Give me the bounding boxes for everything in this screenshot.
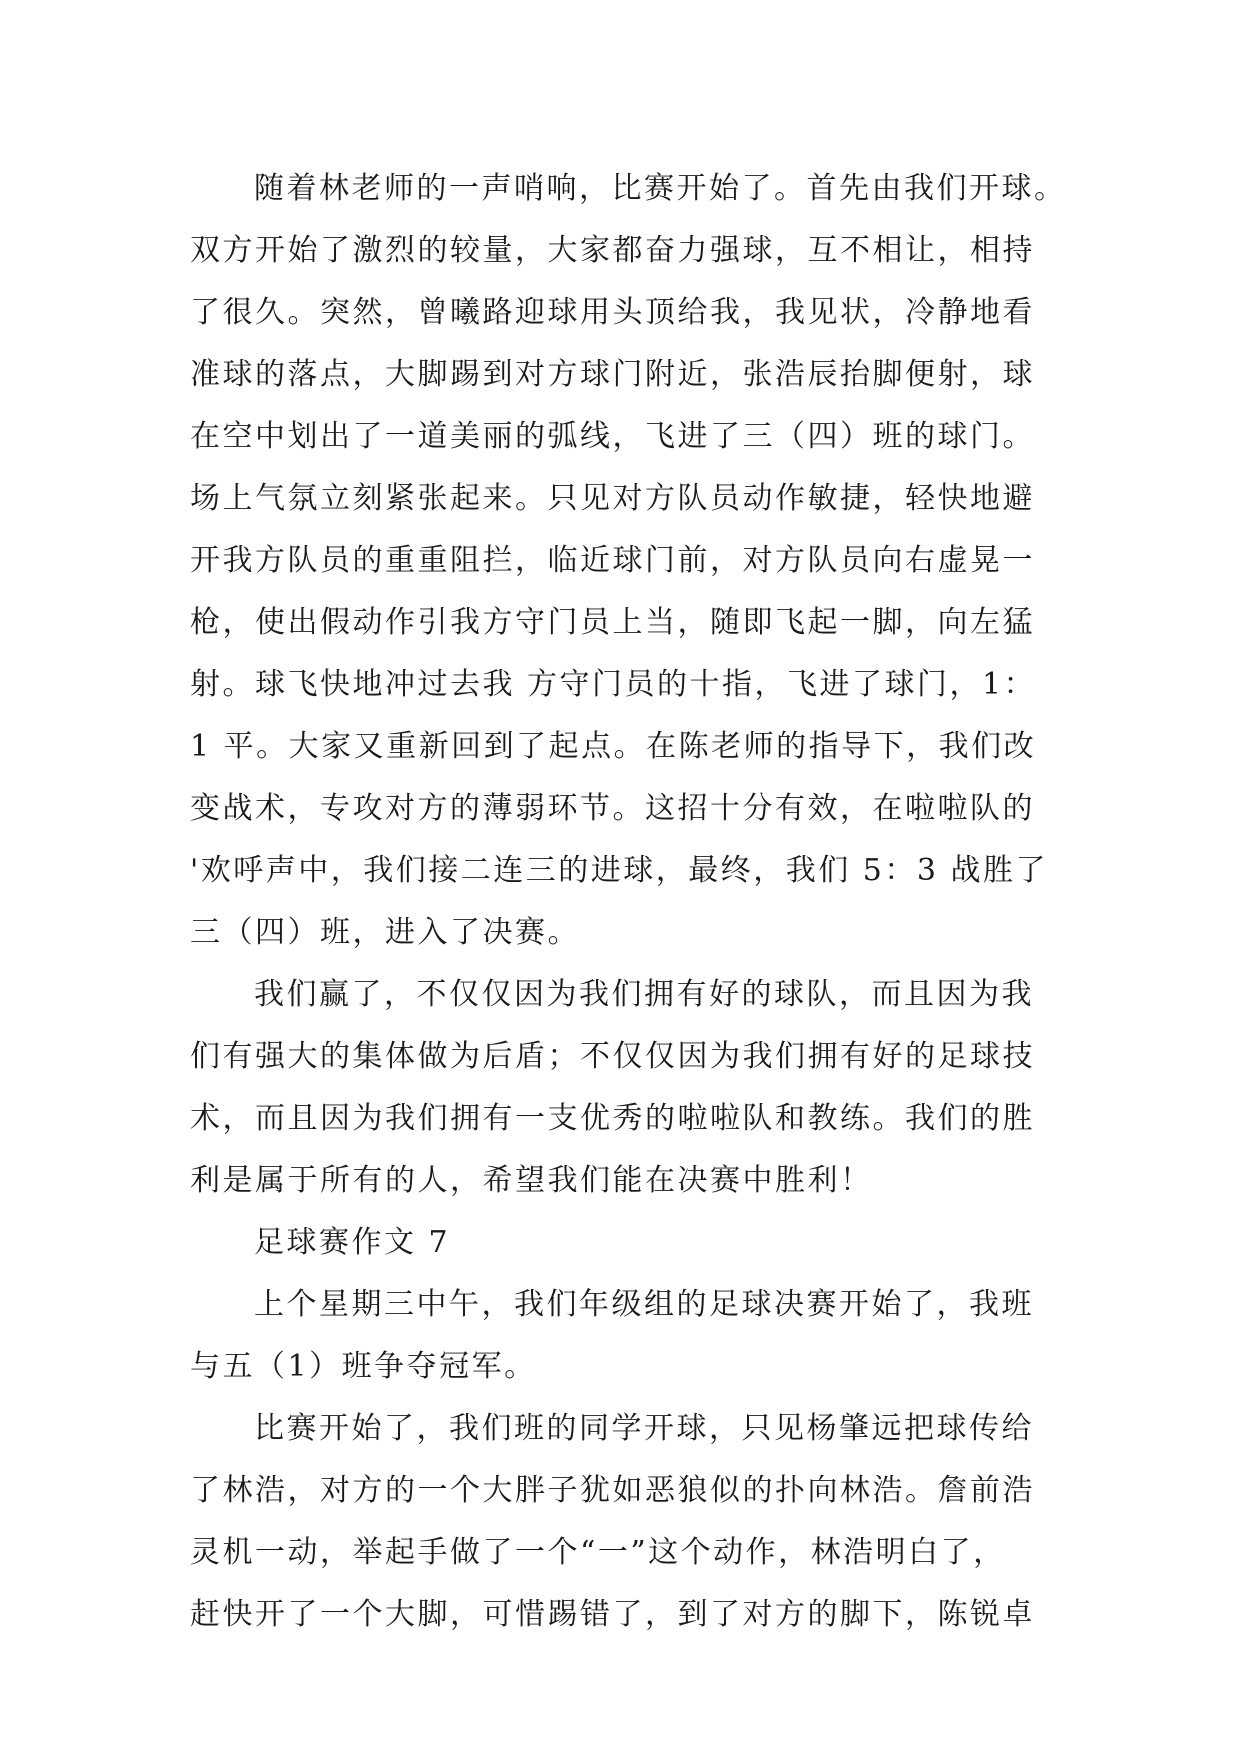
text-line: 比赛开始了，我们班的同学开球，只见杨肇远把球传给 bbox=[254, 1411, 1034, 1446]
text-line: 1 平。大家又重新回到了起点。在陈老师的指导下，我们改 bbox=[190, 729, 1037, 764]
text-line: 准球的落点，大脚踢到对方球门附近，张浩辰抬脚便射，球 bbox=[190, 357, 1035, 392]
text-line: 射。球飞快地冲过去我 方守门员的十指，飞进了球门，1： bbox=[190, 667, 1037, 702]
text-line: '欢呼声中，我们接二连三的进球，最终，我们 5：3 战胜了 bbox=[190, 853, 1048, 888]
text-line: 了林浩，对方的一个大胖子犹如恶狼似的扑向林浩。詹前浩 bbox=[190, 1473, 1035, 1508]
text-line: 利是属于所有的人，希望我们能在决赛中胜利！ bbox=[190, 1163, 873, 1198]
text-line: 灵机一动，举起手做了一个“一”这个动作，林浩明白了， bbox=[190, 1535, 1006, 1570]
text-line: 术，而且因为我们拥有一支优秀的啦啦队和教练。我们的胜 bbox=[190, 1101, 1035, 1136]
text-line: 我们赢了，不仅仅因为我们拥有好的球队，而且因为我 bbox=[254, 977, 1034, 1012]
text-line: 变战术，专攻对方的薄弱环节。这招十分有效，在啦啦队的 bbox=[190, 791, 1035, 826]
text-line: 三（四）班，进入了决赛。 bbox=[190, 915, 580, 950]
text-line: 与五（1）班争夺冠军。 bbox=[190, 1349, 537, 1384]
text-line: 们有强大的集体做为后盾；不仅仅因为我们拥有好的足球技 bbox=[190, 1039, 1035, 1074]
text-line: 赶快开了一个大脚，可惜踢错了，到了对方的脚下，陈锐卓 bbox=[190, 1597, 1035, 1632]
text-line: 枪，使出假动作引我方守门员上当，随即飞起一脚，向左猛 bbox=[190, 605, 1035, 640]
text-line: 上个星期三中午，我们年级组的足球决赛开始了，我班 bbox=[254, 1287, 1034, 1322]
text-line: 了很久。突然，曾曦路迎球用头顶给我，我见状，冷静地看 bbox=[190, 295, 1035, 330]
text-line: 开我方队员的重重阻拦，临近球门前，对方队员向右虚晃一 bbox=[190, 543, 1035, 578]
essay-body bbox=[190, 158, 1070, 1646]
text-line: 场上气氛立刻紧张起来。只见对方队员动作敏捷，轻快地避 bbox=[190, 481, 1035, 516]
text-line: 在空中划出了一道美丽的弧线，飞进了三（四）班的球门。 bbox=[190, 419, 1035, 454]
text-line: 随着林老师的一声哨响，比赛开始了。首先由我们开球。 bbox=[254, 171, 1067, 206]
section-heading: 足球赛作文 7 bbox=[254, 1225, 451, 1260]
text-line: 双方开始了激烈的较量，大家都奋力强球，互不相让，相持 bbox=[190, 233, 1035, 268]
